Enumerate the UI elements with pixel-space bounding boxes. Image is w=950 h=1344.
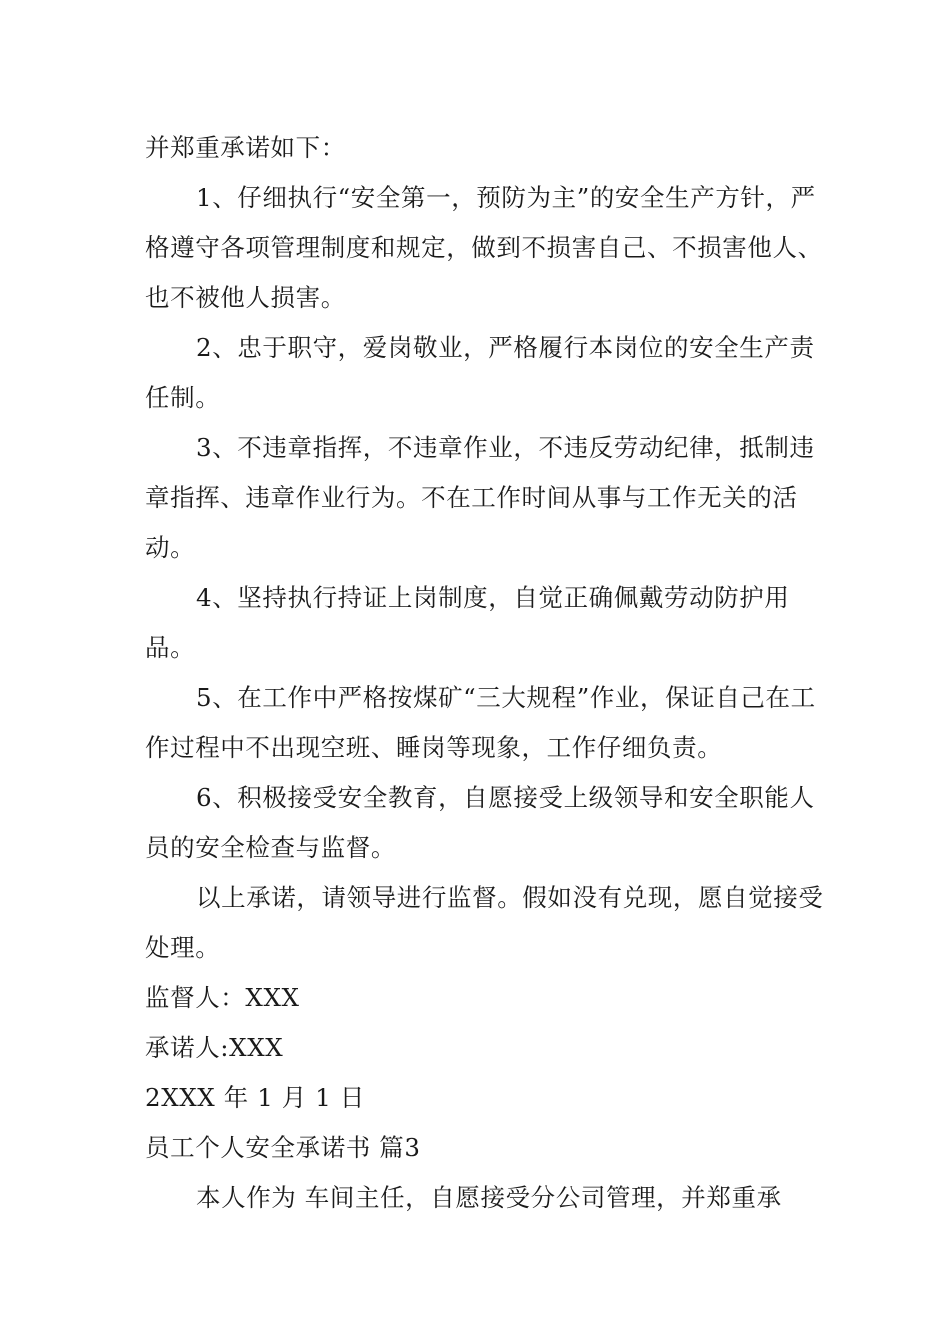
- commitment-item-6: 6、积极接受安全教育，自愿接受上级领导和安全职能人员的安全检查与监督。: [145, 783, 815, 862]
- promisor-line: 承诺人:XXX: [145, 1033, 284, 1062]
- date-line: 2XXX 年 1 月 1 日: [145, 1083, 365, 1112]
- document-body: [145, 123, 825, 1223]
- commitment-item-4: 4、坚持执行持证上岗制度，自觉正确佩戴劳动防护用品。: [145, 583, 790, 662]
- commitment-item-2: 2、忠于职守，爱岗敬业，严格履行本岗位的安全生产责任制。: [145, 333, 815, 412]
- intro-tail: 并郑重承诺如下：: [145, 133, 346, 162]
- supervisor-line: 监督人：XXX: [145, 983, 300, 1012]
- commitment-item-3: 3、不违章指挥，不违章作业，不违反劳动纪律，抵制违章指挥、违章作业行为。不在工作时间从事与工作无关的活动。: [145, 433, 815, 562]
- closing-statement: 以上承诺，请领导进行监督。假如没有兑现，愿自觉接受处理。: [145, 883, 824, 962]
- commitment-item-5: 5、在工作中严格按煤矿“三大规程”作业，保证自己在工作过程中不出现空班、睡岗等现象，工作仔细负责。: [145, 683, 816, 762]
- section-title: 员工个人安全承诺书 篇3: [145, 1133, 421, 1162]
- commitment-item-1: 1、仔细执行“安全第一，预防为主”的安全生产方针，严格遵守各项管理制度和规定，做到不损害自己、不损害他人、也不被他人损害。: [145, 183, 823, 312]
- next-section-intro: 本人作为 车间主任，自愿接受分公司管理，并郑重承: [196, 1183, 782, 1212]
